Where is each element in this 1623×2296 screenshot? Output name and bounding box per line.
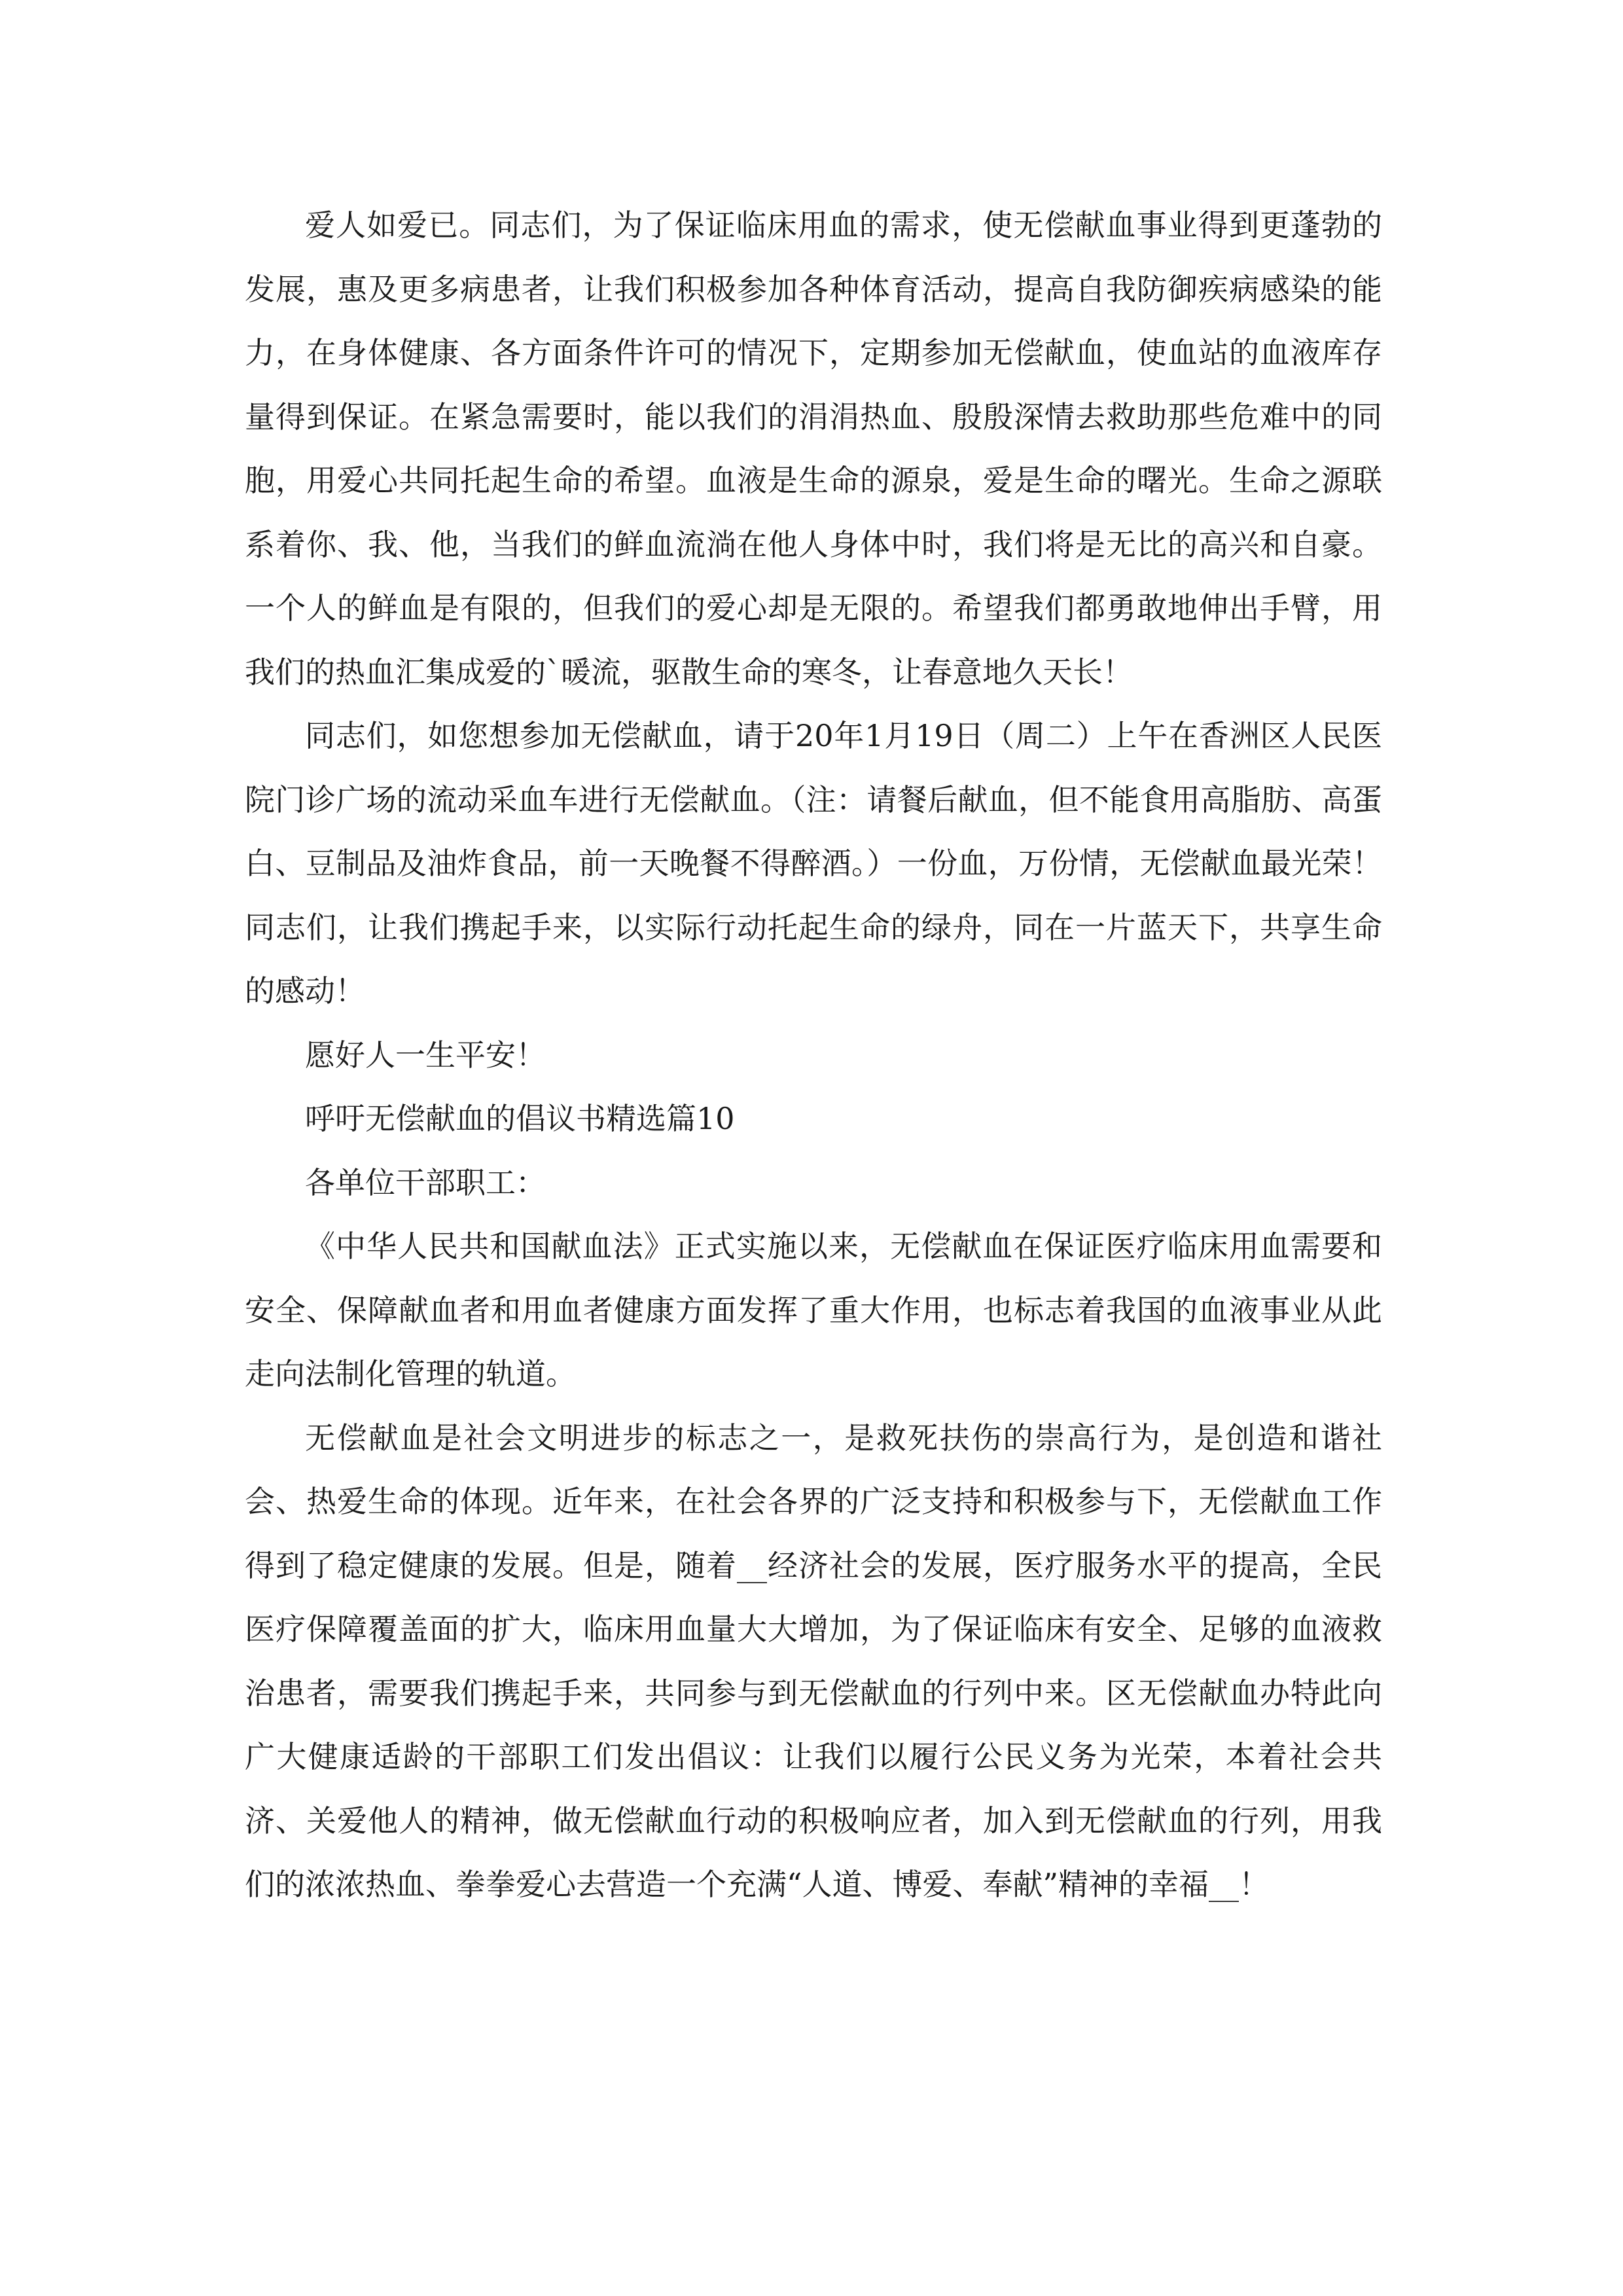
paragraph-initiative: 无偿献血是社会文明进步的标志之一，是救死扶伤的崇高行为，是创造和谐社会、热爱生命的体现。近年来，在社会各界的广泛支持和积极参与下，无偿献血工作得到了稳定健康的发展。但是，随着__经济社会的发展，医疗服务水平的提高，全民医疗保障覆盖面的扩大，临床用血量大大增加，为了保证临床有安全、足够的血液救治患者，需要我们携起手来，共同参与到无偿献血的行列中来。区无偿献血办特此向广大健康适龄的干部职工们发出倡议：让我们以履行公民义务为光荣，本着社会共济、关爱他人的精神，做无偿献血行动的积极响应者，加入到无偿献血的行列，用我们的浓浓热血、拳拳爱心去营造一个充满“人道、博爱、奉献”精神的幸福__！ — [245, 1420, 1382, 1902]
closing-wish: 愿好人一生平安！ — [305, 1037, 546, 1073]
document-page — [245, 194, 1382, 1917]
paragraph-blood-law: 《中华人民共和国献血法》正式实施以来，无偿献血在保证医疗临床用血需要和安全、保障献血者和用血者健康方面发挥了重大作用，也标志着我国的血液事业从此走向法制化管理的轨道。 — [245, 1229, 1382, 1391]
section-title: 呼吁无偿献血的倡议书精选篇10 — [305, 1101, 735, 1136]
paragraph-donation-schedule: 同志们，如您想参加无偿献血，请于20年1月19日（周二）上午在香洲区人民医院门诊广场的流动采血车进行无偿献血。（注：请餐后献血，但不能食用高脂肪、高蛋白、豆制品及油炸食品，前一天晚餐不得醉酒。）一份血，万份情，无偿献血最光荣！同志们，让我们携起手来，以实际行动托起生命的绿舟，同在一片蓝天下，共享生命的感动！ — [245, 718, 1382, 1009]
salutation: 各单位干部职工： — [305, 1164, 546, 1200]
paragraph-blood-donation-appeal: 爱人如爱已。同志们，为了保证临床用血的需求，使无偿献血事业得到更蓬勃的发展，惠及更多病患者，让我们积极参加各种体育活动，提高自我防御疾病感染的能力，在身体健康、各方面条件许可的情况下，定期参加无偿献血，使血站的血液库存量得到保证。在紧急需要时，能以我们的涓涓热血、殷殷深情去救助那些危难中的同胞，用爱心共同托起生命的希望。血液是生命的源泉，爱是生命的曙光。生命之源联系着你、我、他，当我们的鲜血流淌在他人身体中时，我们将是无比的高兴和自豪。一个人的鲜血是有限的，但我们的爱心却是无限的。希望我们都勇敢地伸出手臂，用我们的热血汇集成爱的`暖流，驱散生命的寒冬，让春意地久天长！ — [245, 207, 1382, 690]
